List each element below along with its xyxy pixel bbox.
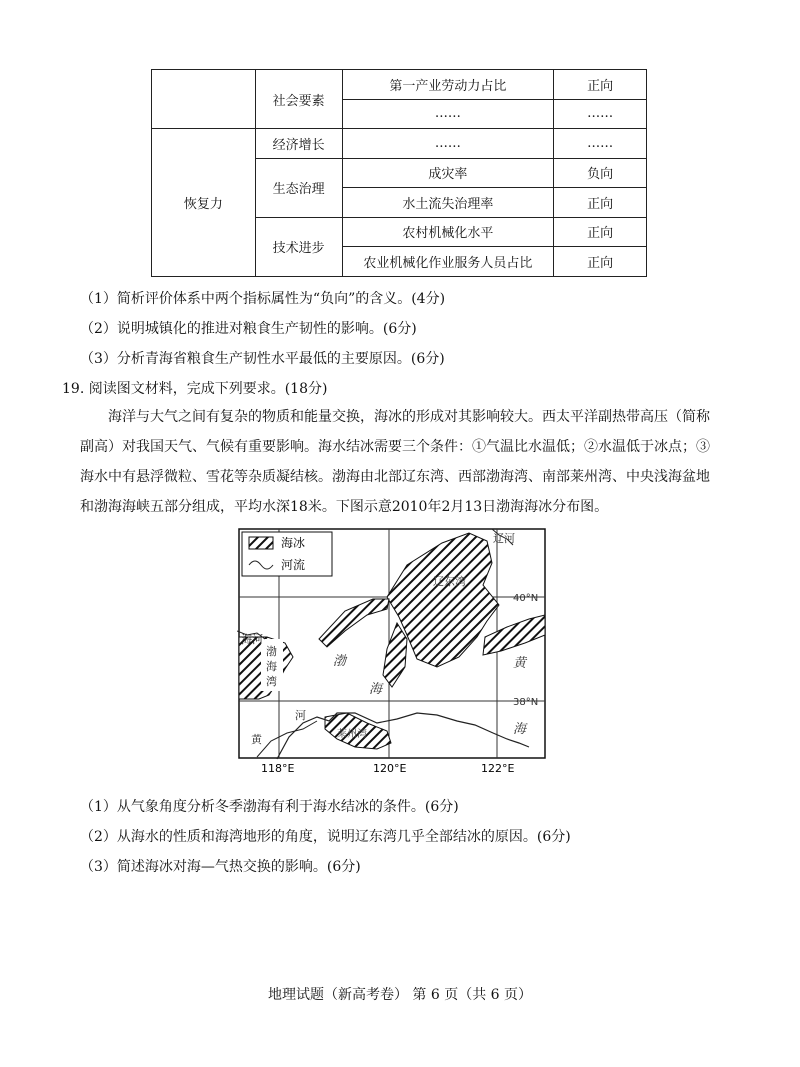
label-bohai-bay-3: 湾 [266,675,277,688]
q18-sub3: （3）分析青海省粮食生产韧性水平最低的主要原因。(6分) [80,351,445,367]
attribute-cell: 正向 [554,247,647,277]
table-blank-cell [152,70,256,129]
lat-label-38n: 38°N [513,697,539,708]
indicator-table [151,69,647,277]
bohai-sea-ice-map [237,527,548,775]
legend-ice-label: 海冰 [281,536,306,550]
attribute-cell: 负向 [554,158,647,188]
q18-sub1: （1）简析评价体系中两个指标属性为“负向”的含义。(4分) [80,291,446,307]
label-bohai-bay-1: 渤 [266,645,277,658]
group-resilience: 恢复力 [152,129,256,277]
attribute-cell: 正向 [554,188,647,218]
lat-label-40n: 40°N [513,593,539,604]
attribute-cell: …… [554,129,647,159]
indicator-cell: 水土流失治理率 [342,188,554,218]
legend-river-label: 河流 [281,558,306,572]
group-economy: 经济增长 [255,129,342,159]
label-yellow-river-he: 河 [295,709,306,722]
attribute-cell: 正向 [554,70,647,100]
label-yellow-sea-1: 黄 [513,656,527,671]
indicator-cell: …… [342,99,554,129]
q19-sub2: （2）从海水的性质和海湾地形的角度，说明辽东湾几乎全部结冰的原因。(6分) [80,829,571,845]
q18-sub2: （2）说明城镇化的推进对粮食生产韧性的影响。(6分) [80,321,417,337]
lon-label-122e: 122°E [481,762,515,775]
label-liaohe: 辽河 [493,532,515,545]
q19-sub3: （3）简述海冰对海—气热交换的影响。(6分) [80,859,361,875]
group-social: 社会要素 [255,70,342,129]
group-technology: 技术进步 [255,217,342,276]
label-liaodong-bay: 辽东湾 [433,575,466,588]
indicator-cell: 第一产业劳动力占比 [342,70,554,100]
q19-material: 海洋与大气之间有复杂的物质和能量交换，海冰的形成对其影响较大。西太平洋副热带高压（简称副高）对我国天气、气候有重要影响。海水结冰需要三个条件：①气温比水温低；②水温低于冰点；③海水中有悬浮微粒、雪花等杂质凝结核。渤海由北部辽东湾、西部渤海湾、南部莱州湾、中央浅海盆地和渤海海峡五部分组成，平均水深18米。下图示意2010年2月13日渤海海冰分布图。 [80,409,710,515]
label-bohai-1: 渤 [333,654,347,669]
indicator-cell: 成灾率 [342,158,554,188]
attribute-cell: 正向 [554,217,647,247]
attribute-cell: …… [554,99,647,129]
indicator-cell: …… [342,129,554,159]
label-yellow-river-huang: 黄 [251,733,262,746]
legend-ice-swatch [249,537,273,549]
indicator-cell: 农村机械化水平 [342,217,554,247]
page-footer: 地理试题（新高考卷） 第 6 页（共 6 页） [267,987,533,1003]
label-bohai-2: 海 [369,682,383,697]
lon-label-118e: 118°E [261,762,295,775]
q19-heading: 19. 阅读图文材料，完成下列要求。(18分) [62,381,328,397]
indicator-cell: 农业机械化作业服务人员占比 [342,247,554,277]
q19-sub1: （1）从气象角度分析冬季渤海有利于海水结冰的条件。(6分) [80,799,459,815]
label-haihe: 海河 [241,633,263,646]
label-bohai-bay-2: 海 [266,660,277,673]
lon-label-120e: 120°E [373,762,407,775]
label-laizhou-bay: 莱州湾 [337,729,367,740]
group-ecology: 生态治理 [255,158,342,217]
label-yellow-sea-2: 海 [513,722,527,737]
